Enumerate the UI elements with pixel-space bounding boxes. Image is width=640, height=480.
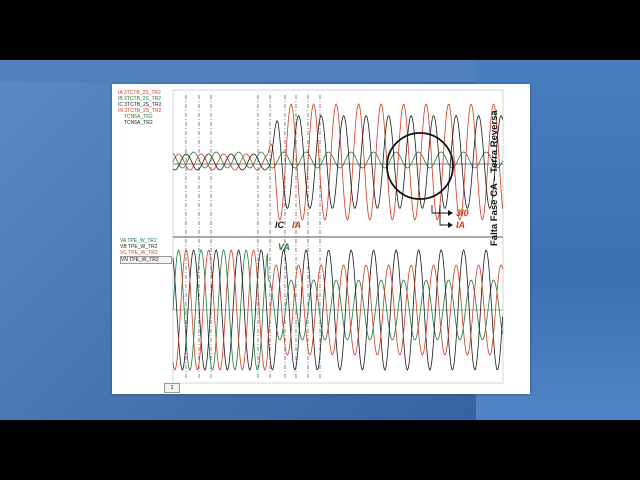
legend-ic[interactable]: IC 3TCTB_2S_TR2 <box>118 102 162 108</box>
legend-tcn-a[interactable]: TCN5A_TR2 <box>124 114 153 120</box>
label-ia-arrow: IA <box>456 220 465 230</box>
arrow-ia <box>440 205 452 225</box>
label-3i0: 3I0 <box>456 208 469 218</box>
legend-ia[interactable]: IA 3TCTB_2S_TR2 <box>118 90 161 96</box>
legend-va[interactable]: VA TPE_W_TR2 <box>120 238 157 244</box>
legend-vc[interactable]: VC TPE_W_TR2 <box>120 250 158 256</box>
current-channel-legend <box>118 90 172 126</box>
label-ia: IA <box>292 220 301 230</box>
label-va: VA <box>278 242 290 252</box>
legend-in[interactable]: IN 3TCTB_2S_TR2 <box>118 108 162 114</box>
arrow-ia-head <box>448 222 453 228</box>
page-indicator[interactable]: 1 <box>164 383 180 393</box>
legend-vb[interactable]: VB TPE_W_TR2 <box>120 244 158 250</box>
figure-title: Falta Fase CA – Terra Reversa <box>489 110 500 246</box>
label-ic: IC <box>275 220 284 230</box>
arrow-3i0-head <box>448 210 453 216</box>
legend-ib[interactable]: IB 3TCTB_2S_TR2 <box>118 96 162 102</box>
legend-tcn-b[interactable]: TCN5A_TR2 <box>124 120 153 126</box>
voltage-channel-legend <box>120 238 172 264</box>
legend-vn[interactable]: VN TPE_W_TR2 <box>120 256 172 264</box>
